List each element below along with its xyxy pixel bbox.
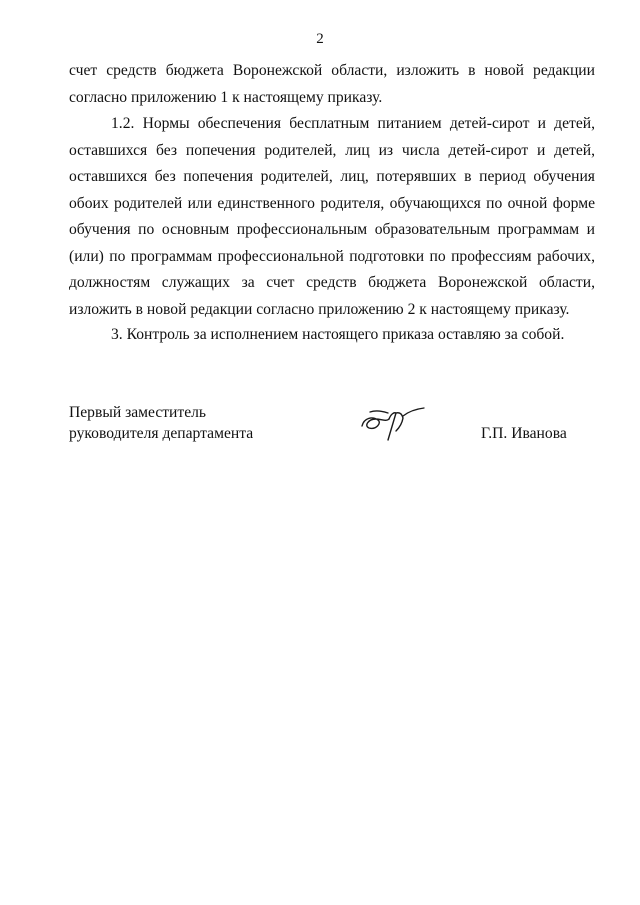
paragraph-continuation [69,58,595,111]
paragraph-item-1-2 [69,111,595,323]
handwritten-signature [358,404,438,444]
paragraph-item-3 [69,322,595,349]
paragraph-continuation-text: счет средств бюджета Воронежской области, изложить в новой редакции согласно приложению 1 к настоящему приказу. [69,62,595,106]
signatory-position [69,402,253,444]
position-line-1: Первый заместитель [69,404,207,421]
position-line-2: руководителя департамента [69,425,254,442]
paragraph-item-1-2-text: 1.2. Нормы обеспечения бесплатным питанием детей-сирот и детей, оставшихся без попечения родителей, лиц из числа детей-сирот и детей, оставшихся без попечения родителей, лиц, потерявших в период обучения обоих родителей или единственного родителя, обучающихся по очной форме обучения по основным профессиональным образовательным программам и (или) по программам профессиональной подготовки по профессиям рабочих, должностям служащих за счет средств бюджета Воронежской области, изложить в новой редакции согласно приложению 2 к настоящему приказу. [69,115,595,318]
paragraph-item-3-text: 3. Контроль за исполнением настоящего приказа оставляю за собой. [111,326,565,343]
signer-name: Г.П. Иванова [481,425,567,442]
page-number: 2 [316,31,324,47]
